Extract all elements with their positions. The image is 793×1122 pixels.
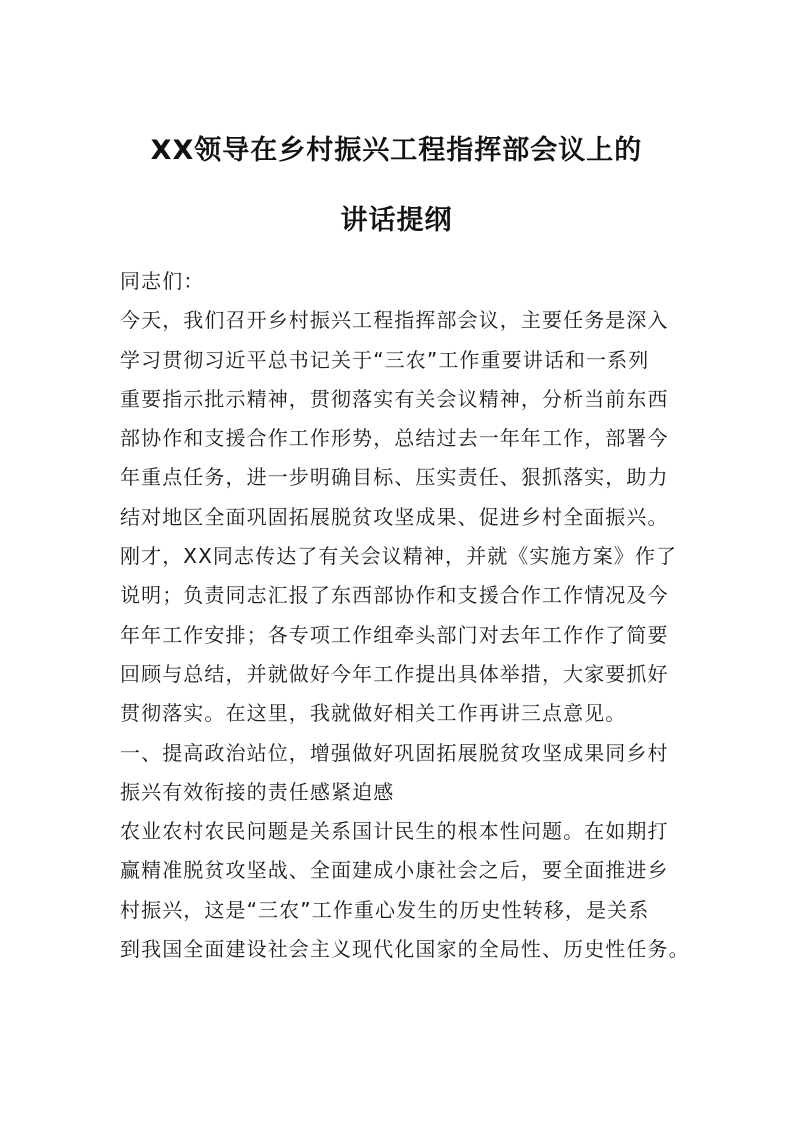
document-title-line-1: XX领导在乡村振兴工程指挥部会议上的: [150, 135, 643, 166]
body-line: 到我国全面建设社会主义现代化国家的全局性、历史性任务。: [120, 937, 690, 962]
body-line: 村振兴，这是“三农”工作重心发生的历史性转移，是关系: [120, 897, 650, 922]
body-line: 农业农村农民问题是关系国计民生的根本性问题。在如期打: [120, 819, 669, 844]
document-body: [120, 262, 690, 969]
body-line: 贯彻落实。在这里，我就做好相关工作再讲三点意见。: [120, 701, 627, 726]
body-line: 说明；负责同志汇报了东西部协作和支援合作工作情况及今: [120, 583, 669, 608]
body-line: 刚才，XX同志传达了有关会议精神，并就《实施方案》作了: [120, 544, 678, 569]
body-line: 学习贯彻习近平总书记关于“三农”工作重要讲话和一系列: [120, 347, 650, 372]
section-heading-line: 一、提高政治站位，增强做好巩固拓展脱贫攻坚成果同乡村: [120, 740, 669, 765]
section-heading-line: 振兴有效衔接的责任感紧迫感: [120, 779, 395, 804]
body-line: 年年工作安排；各专项工作组牵头部门对去年工作作了简要: [120, 622, 669, 647]
body-line: 重要指示批示精神，贯彻落实有关会议精神，分析当前东西: [120, 386, 669, 411]
body-line: 结对地区全面巩固拓展脱贫攻坚成果、促进乡村全面振兴。: [120, 504, 669, 529]
body-line: 赢精准脱贫攻坚战、全面建成小康社会之后，要全面推进乡: [120, 858, 669, 883]
document-title-line-2: 讲话提纲: [340, 205, 453, 236]
body-line: 今天，我们召开乡村振兴工程指挥部会议，主要任务是深入: [120, 308, 669, 333]
body-line: 年重点任务，进一步明确目标、压实责任、狠抓落实，助力: [120, 465, 669, 490]
body-line: 部协作和支援合作工作形势，总结过去一年年工作，部署今: [120, 426, 669, 451]
body-line: 回顾与总结，并就做好今年工作提出具体举措，大家要抓好: [120, 661, 669, 686]
salutation: 同志们：: [120, 269, 205, 293]
